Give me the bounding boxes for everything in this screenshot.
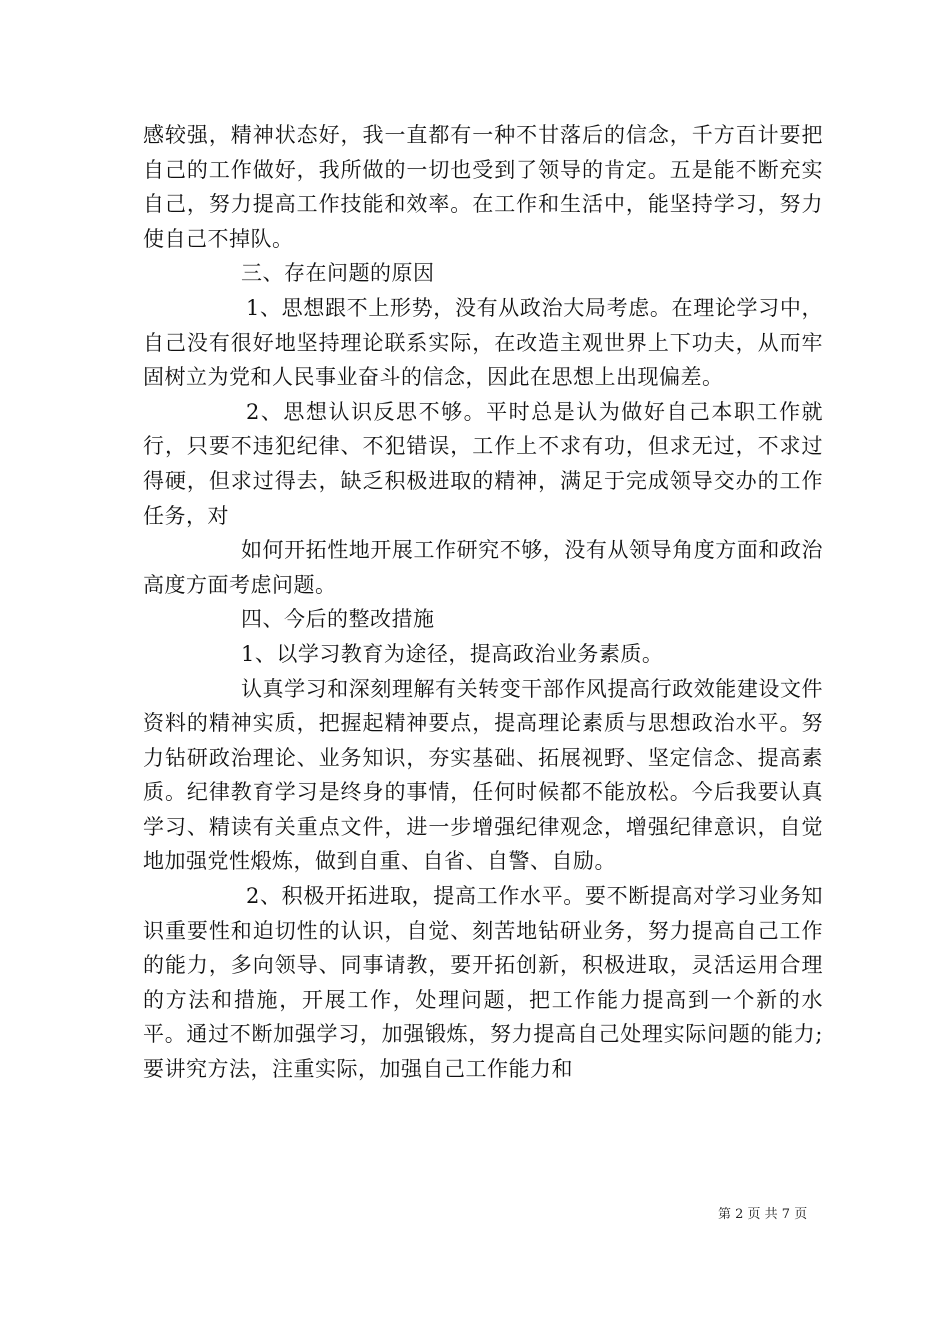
paragraph-measure-1-title: 1、以学习教育为途径，提高政治业务素质。 [241,641,664,666]
paragraph-measure-1-body: 认真学习和深刻理解有关转变干部作风提高行政效能建设文件资料的精神实质，把握起精神要点，提高理论素质与思想政治水平。努力钻研政治理论、业务知识，夯实基础、拓展视野、坚定信念、提高素质。纪律教育学习是终身的事情，任何时候都不能放松。今后我要认真学习、精读有关重点文件，进一步增强纪律观念，增强纪律意识，自觉地加强党性煅炼，做到自重、自省、自警、自励。 [143,676,823,874]
section-heading-causes: 三、存在问题的原因 [241,261,435,286]
paragraph-continuation: 感较强，精神状态好，我一直都有一种不甘落后的信念，千方百计要把自己的工作做好，我所做的一切也受到了领导的肯定。五是能不断充实自己，努力提高工作技能和效率。在工作和生活中，能坚持学习，努力使自己不掉队。 [143,123,823,251]
paragraph-cause-2: 2、思想认识反思不够。平时总是认为做好自己本职工作就行，只要不违犯纪律、不犯错误，工作上不求有功，但求无过，不求过得硬，但求过得去，缺乏积极进取的精神，满足于完成领导交办的工作任务，对 [143,399,823,528]
paragraph-cause-2-cont: 如何开拓性地开展工作研究不够，没有从领导角度方面和政治高度方面考虑问题。 [143,538,823,597]
section-heading-measures: 四、今后的整改措施 [241,607,435,632]
paragraph-measure-2: 2、积极开拓进取，提高工作水平。要不断提高对学习业务知识重要性和迫切性的认识，自觉、刻苦地钻研业务，努力提高自己工作的能力，多向领导、同事请教，要开拓创新，积极进取，灵活运用合理的方法和措施，开展工作，处理问题，把工作能力提高到一个新的水平。通过不断加强学习，加强锻炼，努力提高自己处理实际问题的能力;要讲究方法，注重实际，加强自己工作能力和 [143,884,823,1082]
page-number-footer: 第 2 页 共 7 页 [718,1207,808,1222]
document-body [143,118,823,1087]
paragraph-cause-1: 1、思想跟不上形势，没有从政治大局考虑。在理论学习中，自己没有很好地坚持理论联系实际，在改造主观世界上下功夫，从而牢固树立为党和人民事业奋斗的信念，因此在思想上出现偏差。 [143,295,823,390]
